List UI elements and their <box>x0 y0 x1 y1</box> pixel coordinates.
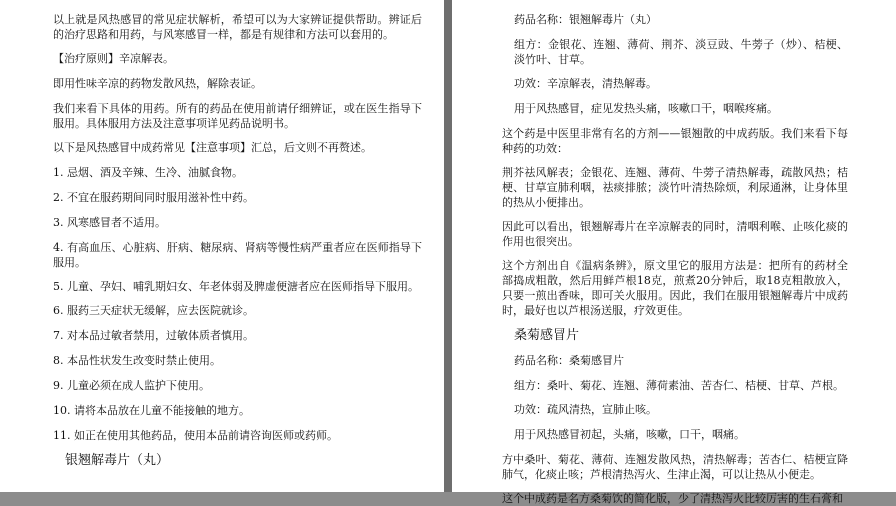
drug-usage: 用于风热感冒初起，头痛，咳嗽，口干，咽痛。 <box>514 428 745 441</box>
paragraph: 荆芥祛风解表；金银花、连翘、薄荷、牛蒡子清热解毒，疏散风热；桔梗、甘草宣肺利咽，祛痰排脓；淡竹叶清热除烦，利尿通淋，让身体里的热从小便排出。 <box>502 166 848 209</box>
paragraph: 以下是风热感冒中成药常见【注意事项】汇总，后文则不再赘述。 <box>53 141 372 154</box>
paragraph: 这个方剂出自《温病条辨》，原文里它的服用方法是：把所有的药材全部捣成粗散，然后用鲜芦根18克，煎煮20分钟后，取18克粗散放入，只要一煎出香味，即可关火服用。因此，我们在服用银翘解毒片中成药时，最好也以芦根汤送服，疗效更佳。 <box>502 259 848 317</box>
drug-name: 药品名称：银翘解毒片（丸） <box>514 13 657 26</box>
drug-usage: 用于风热感冒，症见发热头痛，咳嗽口干，咽喉疼痛。 <box>514 102 778 115</box>
drug-effect: 功效：疏风清热，宣肺止咳。 <box>514 403 657 416</box>
paragraph: 方中桑叶、菊花、薄荷、连翘发散风热，清热解毒；苦杏仁、桔梗宣降肺气，化痰止咳；芦根清热泻火、生津止渴，可以让热从小便走。 <box>502 453 848 481</box>
drug-formula: 组方：金银花、连翘、薄荷、荆芥、淡豆豉、牛蒡子（炒）、桔梗、淡竹叶、甘草。 <box>514 38 848 66</box>
paragraph: 这个药是中医里非常有名的方剂——银翘散的中成药版。我们来看下每种药的功效： <box>502 127 848 155</box>
paragraph: 这个中成药是名方桑菊饮的简化版，少了清热泻火比较厉害的生石膏和 <box>502 492 843 505</box>
list-item: 4. 有高血压、心脏病、肝病、糖尿病、肾病等慢性病严重者应在医师指导下服用。 <box>53 241 422 269</box>
section-heading: 桑菊感冒片 <box>514 328 580 343</box>
list-item: 11. 如正在使用其他药品，使用本品前请咨询医师或药师。 <box>53 429 338 442</box>
document-page-left <box>0 0 444 492</box>
drug-name: 药品名称：桑菊感冒片 <box>514 354 624 367</box>
list-item: 3. 风寒感冒者不适用。 <box>53 216 166 229</box>
list-item: 6. 服药三天症状无缓解，应去医院就诊。 <box>53 304 254 317</box>
paragraph: 我们来看下具体的用药。所有的药品在使用前请仔细辨证，或在医生指导下服用。具体服用方法及注意事项详见药品说明书。 <box>53 102 422 130</box>
page-gutter <box>444 0 452 492</box>
paragraph: 【治疗原则】辛凉解表。 <box>53 52 174 65</box>
list-item: 2. 不宜在服药期间同时服用滋补性中药。 <box>53 191 254 204</box>
paragraph: 因此可以看出，银翘解毒片在辛凉解表的同时，清咽利喉、止咳化痰的作用也很突出。 <box>502 220 848 248</box>
drug-formula: 组方：桑叶、菊花、连翘、薄荷素油、苦杏仁、桔梗、甘草、芦根。 <box>514 379 844 392</box>
paragraph: 即用性味辛凉的药物发散风热，解除表证。 <box>53 77 262 90</box>
list-item: 5. 儿童、孕妇、哺乳期妇女、年老体弱及脾虚便溏者应在医师指导下服用。 <box>53 280 419 293</box>
list-item: 9. 儿童必须在成人监护下使用。 <box>53 379 210 392</box>
section-heading: 银翘解毒片（丸） <box>65 453 170 468</box>
list-item: 10. 请将本品放在儿童不能接触的地方。 <box>53 404 250 417</box>
paragraph: 以上就是风热感冒的常见症状解析，希望可以为大家辨证提供帮助。辨证后的治疗思路和用药，与风寒感冒一样，都是有规律和方法可以套用的。 <box>53 13 422 41</box>
list-item: 1. 忌烟、酒及辛辣、生冷、油腻食物。 <box>53 166 243 179</box>
drug-effect: 功效：辛凉解表，清热解毒。 <box>514 77 657 90</box>
list-item: 8. 本品性状发生改变时禁止使用。 <box>53 354 221 367</box>
document-page-right <box>452 0 896 505</box>
list-item: 7. 对本品过敏者禁用，过敏体质者慎用。 <box>53 329 254 342</box>
